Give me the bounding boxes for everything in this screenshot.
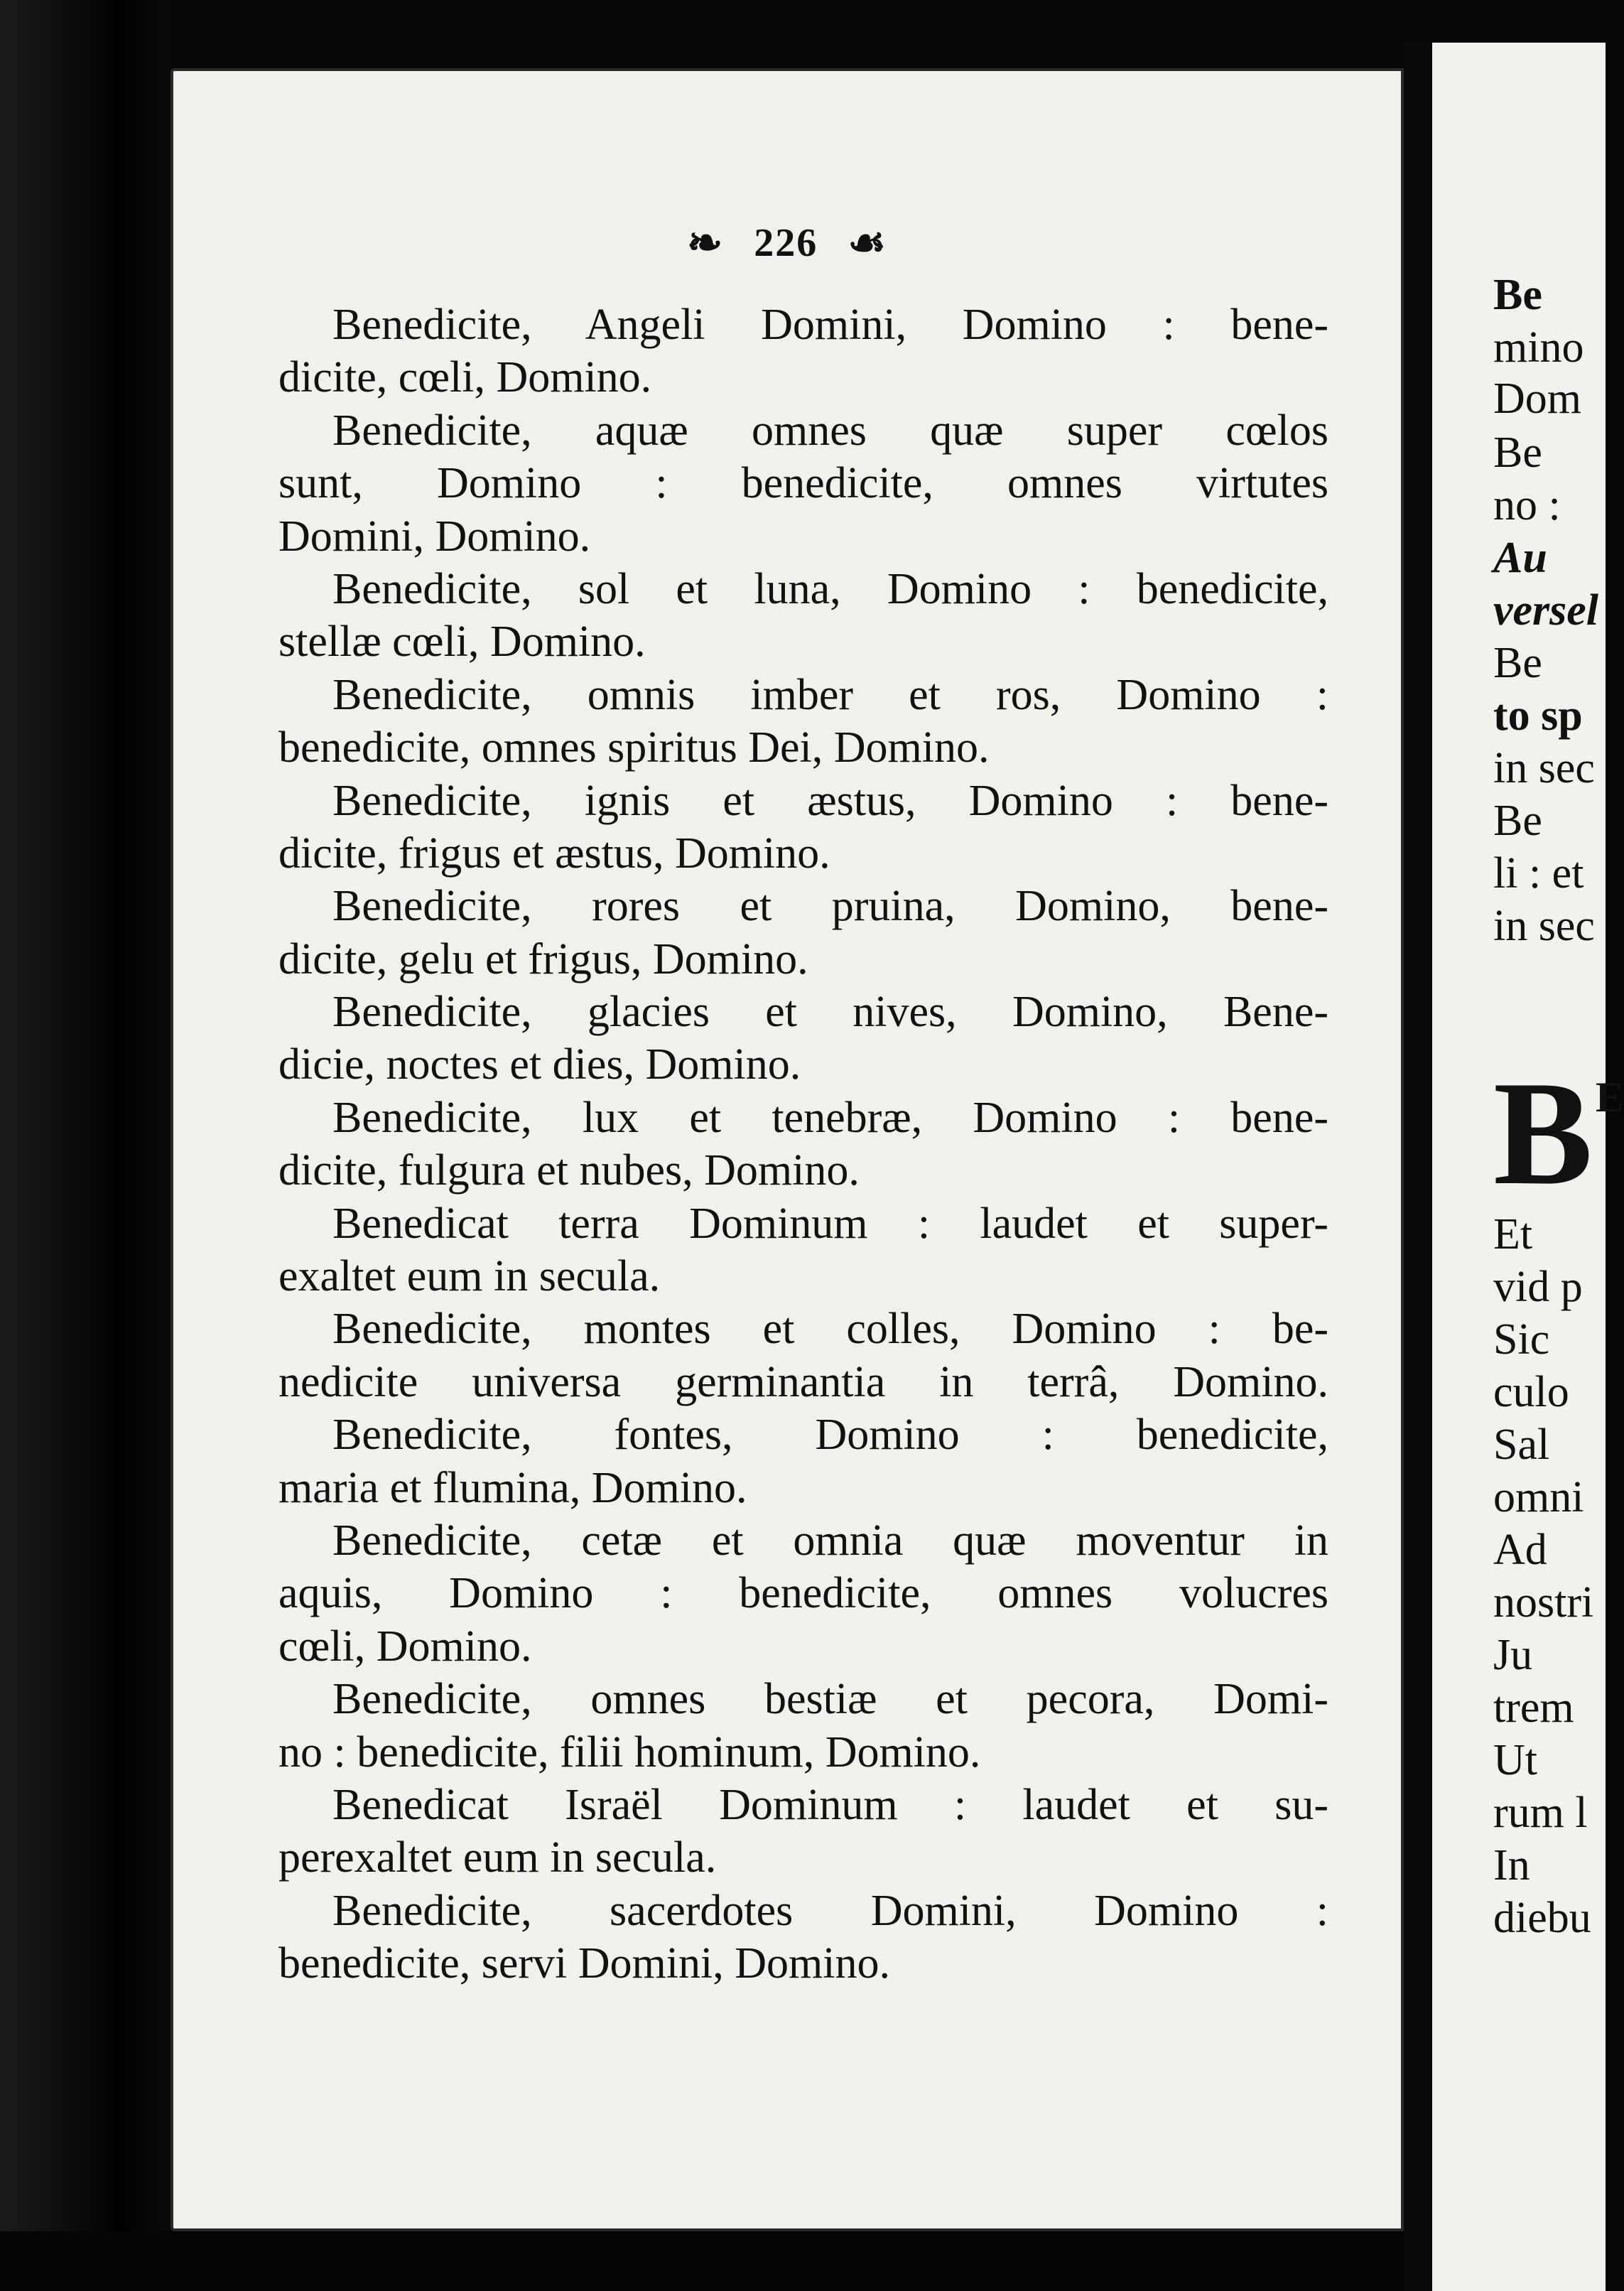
scan-background	[0, 2231, 1404, 2291]
text-fragment: mino	[1493, 323, 1584, 372]
text-line: Benedicite, cetæ et omnia quæ moventur in	[332, 1516, 1328, 1565]
text-fragment: Ad	[1493, 1526, 1547, 1574]
right-page-edge	[1432, 43, 1624, 2291]
text-line: Benedicite, ignis et æstus, Domino : bene-	[332, 776, 1328, 825]
text-line: Domini, Domino.	[278, 512, 591, 561]
text-fragment: Be	[1493, 639, 1542, 687]
text-line: perexaltet eum in secula.	[278, 1833, 717, 1882]
text-fragment: diebu	[1493, 1894, 1591, 1942]
canticle-text	[278, 298, 1328, 1990]
text-line: benedicite, servi Domini, Domino.	[278, 1939, 890, 1988]
text-fragment: in sec	[1493, 744, 1595, 792]
text-line: aquis, Domino : benedicite, omnes volucres	[278, 1569, 1328, 1618]
book-spine-edge	[0, 0, 170, 2291]
text-fragment: Ut	[1493, 1736, 1537, 1784]
text-line: maria et flumina, Domino.	[278, 1463, 747, 1512]
text-line: no : benedicite, filii hominum, Domino.	[278, 1727, 981, 1777]
drop-cap: B	[1493, 1051, 1593, 1216]
page-gutter	[1404, 43, 1432, 2291]
text-fragment: Be	[1493, 271, 1542, 319]
left-page	[170, 68, 1404, 2231]
text-line: Benedicite, fontes, Domino : benedicite,	[332, 1411, 1328, 1460]
text-fragment: Be	[1493, 797, 1542, 845]
text-fragment: rum l	[1493, 1789, 1588, 1837]
text-line: Benedicite, sol et luna, Domino : benedicite,	[332, 564, 1328, 613]
page-header	[173, 217, 1401, 268]
text-line: Benedicite, montes et colles, Domino : be-	[332, 1305, 1328, 1354]
text-line: Benedicite, sacerdotes Domini, Domino :	[332, 1886, 1328, 1935]
text-line: exaltet eum in secula.	[278, 1252, 661, 1301]
text-line: Benedicite, glacies et nives, Domino, Bene-	[332, 988, 1328, 1037]
text-line: sunt, Domino : benedicite, omnes virtutes	[278, 459, 1328, 508]
text-fragment: Dom	[1493, 374, 1581, 423]
text-fragment: Et	[1493, 1210, 1533, 1258]
text-fragment: trem	[1493, 1683, 1574, 1732]
text-fragment: li : et	[1493, 849, 1584, 897]
text-line: dicite, frigus et æstus, Domino.	[278, 829, 830, 878]
page-number: 226	[754, 221, 818, 266]
text-line: dicite, fulgura et nubes, Domino.	[278, 1146, 860, 1195]
text-line: Benedicite, Angeli Domini, Domino : bene-	[332, 301, 1328, 349]
text-line: Benedicite, lux et tenebræ, Domino : bene-	[332, 1093, 1328, 1142]
text-line: Benedicat Israël Dominum : laudet et su-	[332, 1780, 1328, 1829]
text-line: cœli, Domino.	[278, 1622, 532, 1671]
text-line: Benedicat terra Dominum : laudet et super-	[332, 1199, 1328, 1248]
text-fragment: vid p	[1493, 1263, 1583, 1311]
text-line: Benedicite, aquæ omnes quæ super cœlos	[332, 406, 1328, 455]
text-line: nedicite universa germinantia in terrâ, Domino.	[278, 1357, 1328, 1406]
right-ornament-icon: ☙	[848, 220, 888, 267]
text-fragment: in sec	[1493, 902, 1595, 950]
text-line: dicite, cœli, Domino.	[278, 353, 652, 402]
text-fragment: Au	[1493, 534, 1547, 582]
text-fragment: Sic	[1493, 1315, 1550, 1364]
text-fragment: nostri	[1493, 1578, 1594, 1627]
text-line: dicite, gelu et frigus, Domino.	[278, 934, 808, 983]
text-fragment: omni	[1493, 1473, 1584, 1521]
text-line: Benedicite, omnis imber et ros, Domino :	[332, 670, 1328, 719]
text-fragment: Sal	[1493, 1421, 1550, 1469]
text-line: stellæ cœli, Domino.	[278, 618, 646, 667]
text-fragment: In	[1493, 1841, 1530, 1890]
text-fragment: to sp	[1493, 691, 1583, 740]
text-fragment: versel	[1493, 586, 1599, 635]
text-line: Benedicite, omnes bestiæ et pecora, Domi-	[332, 1675, 1328, 1724]
text-line: dicie, noctes et dies, Domino.	[278, 1040, 801, 1089]
text-fragment: no :	[1493, 481, 1561, 529]
text-fragment: Be	[1493, 428, 1542, 477]
left-ornament-icon: ❧	[686, 220, 725, 267]
text-line: benedicite, omnes spiritus Dei, Domino.	[278, 723, 990, 772]
text-fragment: culo	[1493, 1368, 1569, 1416]
drop-cap-second-letter: E	[1596, 1074, 1624, 1121]
text-line: Benedicite, rores et pruina, Domino, bene-	[332, 882, 1328, 931]
text-fragment: Ju	[1493, 1631, 1533, 1679]
